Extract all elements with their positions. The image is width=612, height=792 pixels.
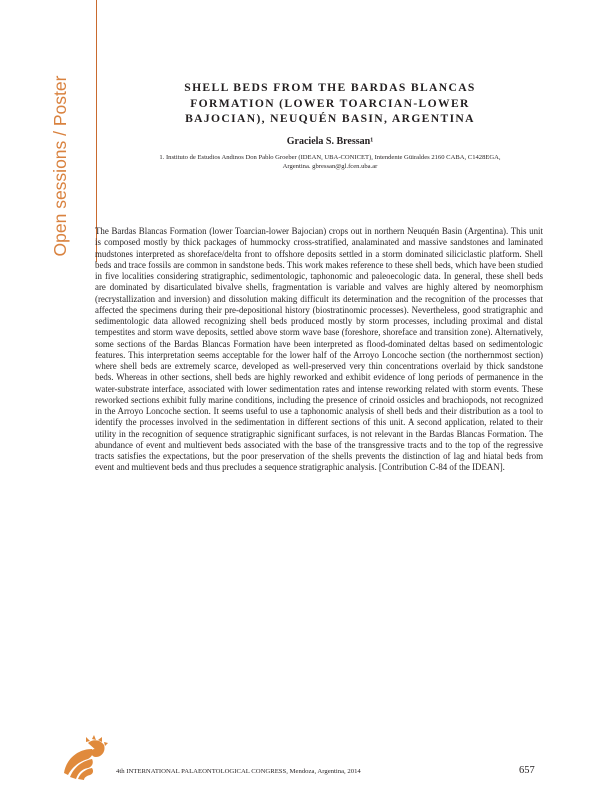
page-number: 657 [519,765,535,776]
author-affiliation: 1. Instituto de Estudios Andinos Don Pablo Groeber (IDEAN, UBA-CONICET), Intendente Güiraldes 2160 CABA, C1428EGA, Argentina. gbressan@gl.fcen.uba.ar [159,154,501,170]
ammonite-logo-icon [58,733,114,786]
section-side-label: Open sessions / Poster [50,75,70,257]
author-name: Graciela S. Bressan¹ [286,136,374,147]
congress-footer: 4th INTERNATIONAL PALAEONTOLOGICAL CONGRESS, Mendoza, Argentina, 2014 [116,768,361,775]
abstract-body: The Bardas Blancas Formation (lower Toarcian-lower Bajocian) crops out in northern Neuquén Basin (Argentina). This unit is composed mostly by thick packages of hummocky cross-stratified, analaminated and massive sandstones and laminated mudstones interpreted as shoreface/delta front to offshore deposits settled in a storm dominated siliciclastic platform. Shell beds and trace fossils are common in sandstone beds. This work makes reference to these shell beds, which have been studied in five localities considering stratigraphic, sedimentologic, taphonomic and paleoecologic data. In general, these shell beds are dominated by disarticulated bivalve shells, fragmentation is variable and valves are highly altered by neomorphism (recrystallization and inversion) and dissolution making difficult its determination and the recognition of the processes that affected the specimens during their pre-depositional history (biostratinomic processes). Nevertheless, good stratigraphic and sedimentologic data allowed recognizing shell beds produced mostly by storm processes, including proximal and distal tempestites and storm wave deposits, settled above storm wave base (foreshore, shoreface and transition zone). Alternatively, some sections of the Bardas Blancas Formation have been interpreted as flood-dominated deltas based on sedimentologic features. This interpretation seems acceptable for the lower half of the Arroyo Loncoche section (the northernmost section) where shell beds are extremely scarce, developed as well-preserved very thin concentrations overlaid by thick sandstone beds. Whereas in other sections, shell beds are highly reworked and exhibit evidence of long periods of permanence in the water-substrate interface, associated with lower sedimentation rates and intense reworking related with storm events. These reworked sections exhibit fully marine conditions, including the presence of crinoid ossicles and brachiopods, not recognized in the Arroyo Loncoche section. It seems useful to use a taphonomic analysis of shell beds and their distribution as a tool to identify the processes involved in the sedimentation in different sections of this unit. A second application, related to their utility in the recognition of sequence stratigraphic significant surfaces, is not relevant in the Bardas Blancas Formation. The abundance of event and multievent beds associated with the base of the transgressive tracts and to the top of the regressive tracts satisfies the expectations, but the poor preservation of the shells prevents the distinction of lag and hiatal beds from event and multievent beds and thus precludes a sequence stratigraphic analysis. [Contribution C-84 of the IDEAN]. [95,226,543,473]
paper-title: SHELL BEDS FROM THE BARDAS BLANCAS FORMATION (LOWER TOARCIAN-LOWER BAJOCIAN), NEUQUÉN BASIN, ARGENTINA [184,81,476,125]
margin-rule [96,0,97,262]
